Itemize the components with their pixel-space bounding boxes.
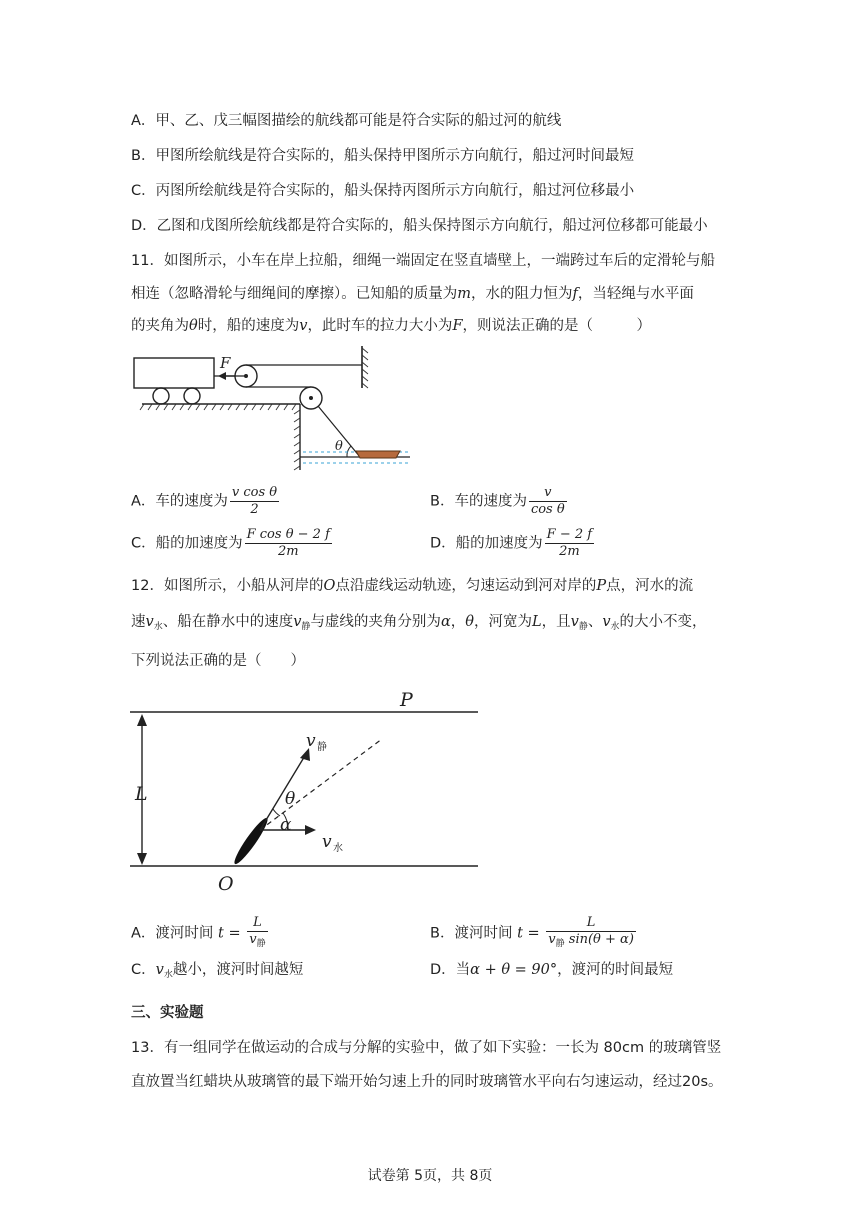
q12-stem-line3: 下列说法正确的是（ ） (131, 653, 305, 669)
cart-wheel-left (153, 388, 169, 404)
q12-option-c: C．$v_水$越小，渡河时间越短 (131, 962, 304, 980)
q10-option-d: D．乙图和戊图所绘航线都是符合实际的，船头保持图示方向航行，船过河位移都可能最小 (131, 218, 708, 234)
cart-body (134, 358, 214, 388)
q11-option-c: C．船的加速度为 $\frac{\text{F cos θ − 2 f}}{2m}$ (131, 527, 330, 559)
wall-hatch (362, 348, 368, 388)
q12-option-d: D．当α + θ = 90°，渡河的时间最短 (430, 962, 674, 978)
page-footer: 试卷第 5页，共 8页 (367, 1168, 493, 1184)
ground-hatch (140, 404, 296, 410)
q13-stem-line1: 13．有一组同学在做运动的合成与分解的实验中，做了如下实验：一长为 80cm 的玻璃管竖 (131, 1040, 722, 1056)
label-L: L (135, 783, 148, 805)
q12-stem-line1: 12．如图所示，小船从河岸的O点沿虚线运动轨迹，匀速运动到河对岸的P点，河水的流 (131, 578, 694, 594)
label-v-water: v (322, 832, 332, 852)
boat-ellipse (231, 815, 271, 867)
label-v-water-sub: 水 (333, 843, 343, 854)
q11-option-d: D．船的加速度为 $\frac{F - 2 f}{2m}$ (430, 527, 593, 559)
q11-stem-line2: 相连（忽略滑轮与细绳间的摩擦）。已知船的质量为m，水的阻力恒为f，当轻绳与水平面 (131, 286, 694, 302)
q11-option-b: B．车的速度为 $\frac{v}{\text{cos θ}}$ (430, 485, 565, 517)
label-v-still: v (306, 731, 316, 751)
section-heading: 三、实验题 (131, 1005, 204, 1021)
label-alpha: α (280, 815, 292, 835)
label-theta: θ (285, 789, 296, 809)
q11-stem-line3: 的夹角为θ时，船的速度为v，此时车的拉力大小为F，则说法正确的是（ ） (131, 318, 651, 334)
q12-option-b: B．渡河时间 t = $\frac{L}{v_静 \sin(\theta + \alpha)}$ (430, 915, 634, 949)
boat (356, 451, 400, 458)
q12-figure (120, 684, 490, 894)
q10-option-c: C．丙图所绘航线是符合实际的，船头保持丙图所示方向航行，船过河位移最小 (131, 183, 635, 199)
q12-option-a: A．渡河时间 t = $\frac{L}{v_静}$ (131, 915, 266, 949)
bank-hatch (294, 410, 300, 470)
q11-option-a: A．车的速度为 $\frac{\text{v cos θ}}{2}$ (131, 485, 278, 517)
q13-stem-line2: 直放置当红蜡块从玻璃管的最下端开始匀速上升的同时玻璃管水平向右匀速运动，经过20s。 (131, 1074, 723, 1090)
label-theta: θ (335, 439, 343, 454)
label-force-F: F (220, 354, 231, 372)
q10-option-a: A．甲、乙、戊三幅图描绘的航线都可能是符合实际的船过河的航线 (131, 113, 562, 129)
label-v-still-sub: 静 (317, 742, 327, 753)
q12-stem-line2: 速$v_水$、船在静水中的速度$v_静$与虚线的夹角分别为α，θ，河宽为L，且$v_静$、$v_水$的大小不变， (131, 614, 707, 632)
cart-wheel-right (184, 388, 200, 404)
label-P: P (400, 689, 413, 711)
q10-option-b: B．甲图所绘航线是符合实际的，船头保持甲图所示方向航行，船过河时间最短 (131, 148, 634, 164)
q11-figure (128, 340, 428, 475)
q11-stem-line1: 11．如图所示，小车在岸上拉船，细绳一端固定在竖直墙壁上，一端跨过车后的定滑轮与船 (131, 253, 715, 269)
label-O: O (218, 873, 234, 894)
